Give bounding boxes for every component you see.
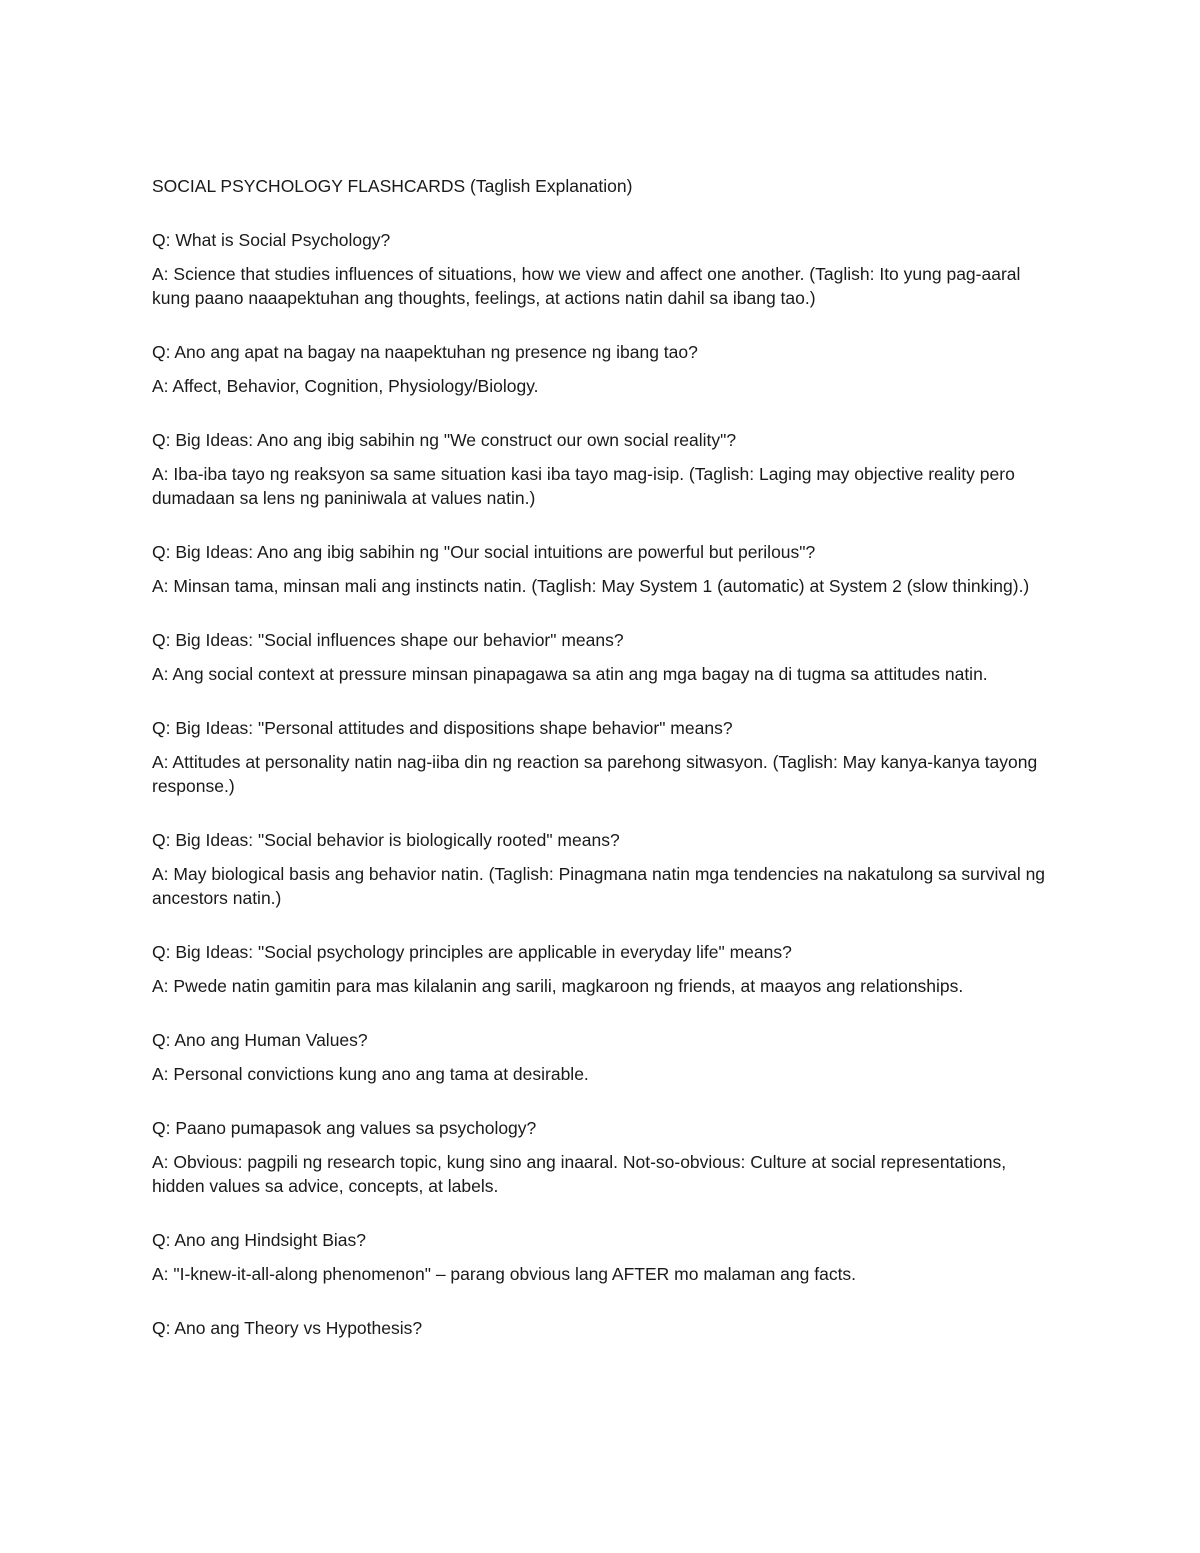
flashcard-answer: A: Attitudes at personality natin nag-iiba din ng reaction sa parehong sitwasyon. (Taglish: May kanya-kanya tayong response.) — [152, 752, 1038, 796]
flashcard — [152, 940, 1062, 998]
flashcard-answer: A: Ang social context at pressure minsan pinapagawa sa atin ang mga bagay na di tugma sa attitudes natin. — [152, 664, 988, 684]
flashcard-question: Q: What is Social Psychology? — [152, 230, 391, 250]
flashcard-answer: A: Affect, Behavior, Cognition, Physiology/Biology. — [152, 376, 539, 396]
flashcard — [152, 340, 1062, 398]
flashcard — [152, 428, 1062, 510]
flashcard — [152, 828, 1062, 910]
flashcard — [152, 628, 1062, 686]
document-title: SOCIAL PSYCHOLOGY FLASHCARDS (Taglish Explanation) — [152, 176, 633, 196]
flashcard — [152, 1028, 1062, 1086]
flashcard-answer: A: May biological basis ang behavior natin. (Taglish: Pinagmana natin mga tendencies na nakatulong sa survival ng ancestors natin.) — [152, 864, 1046, 908]
flashcard-answer: A: Pwede natin gamitin para mas kilalanin ang sarili, magkaroon ng friends, at maayos ang relationships. — [152, 976, 964, 996]
flashcard-question: Q: Ano ang Theory vs Hypothesis? — [152, 1318, 423, 1338]
flashcard-question: Q: Big Ideas: "Social psychology principles are applicable in everyday life" means? — [152, 942, 792, 962]
flashcard — [152, 228, 1062, 310]
flashcard — [152, 540, 1062, 598]
flashcard-answer: A: Obvious: pagpili ng research topic, kung sino ang inaaral. Not-so-obvious: Culture at social representations, hidden values sa advice, concepts, at labels. — [152, 1152, 1007, 1196]
flashcard-answer: A: Science that studies influences of situations, how we view and affect one another. (Taglish: Ito yung pag-aaral kung paano naaapektuhan ang thoughts, feelings, at actions natin dahil sa ibang tao.) — [152, 264, 1021, 308]
flashcard — [152, 1316, 1062, 1340]
flashcard-answer: A: "I-knew-it-all-along phenomenon" – parang obvious lang AFTER mo malaman ang facts. — [152, 1264, 857, 1284]
flashcard — [152, 1116, 1062, 1198]
flashcard-question: Q: Paano pumapasok ang values sa psychology? — [152, 1118, 537, 1138]
document-body — [152, 174, 1062, 1370]
flashcard-question: Q: Ano ang Human Values? — [152, 1030, 368, 1050]
flashcard — [152, 1228, 1062, 1286]
flashcard-answer: A: Minsan tama, minsan mali ang instincts natin. (Taglish: May System 1 (automatic) at System 2 (slow thinking).) — [152, 576, 1030, 596]
flashcard-question: Q: Big Ideas: Ano ang ibig sabihin ng "Our social intuitions are powerful but perilous"? — [152, 542, 816, 562]
flashcard-answer: A: Iba-iba tayo ng reaksyon sa same situation kasi iba tayo mag-isip. (Taglish: Laging may objective reality pero dumadaan sa lens ng paniniwala at values natin.) — [152, 464, 1015, 508]
flashcard — [152, 716, 1062, 798]
flashcard-question: Q: Big Ideas: "Personal attitudes and dispositions shape behavior" means? — [152, 718, 733, 738]
flashcard-question: Q: Ano ang apat na bagay na naapektuhan ng presence ng ibang tao? — [152, 342, 698, 362]
flashcard-question: Q: Big Ideas: "Social influences shape our behavior" means? — [152, 630, 624, 650]
flashcard-question: Q: Ano ang Hindsight Bias? — [152, 1230, 367, 1250]
flashcard-question: Q: Big Ideas: "Social behavior is biologically rooted" means? — [152, 830, 620, 850]
flashcard-question: Q: Big Ideas: Ano ang ibig sabihin ng "We construct our own social reality"? — [152, 430, 737, 450]
flashcard-answer: A: Personal convictions kung ano ang tama at desirable. — [152, 1064, 589, 1084]
